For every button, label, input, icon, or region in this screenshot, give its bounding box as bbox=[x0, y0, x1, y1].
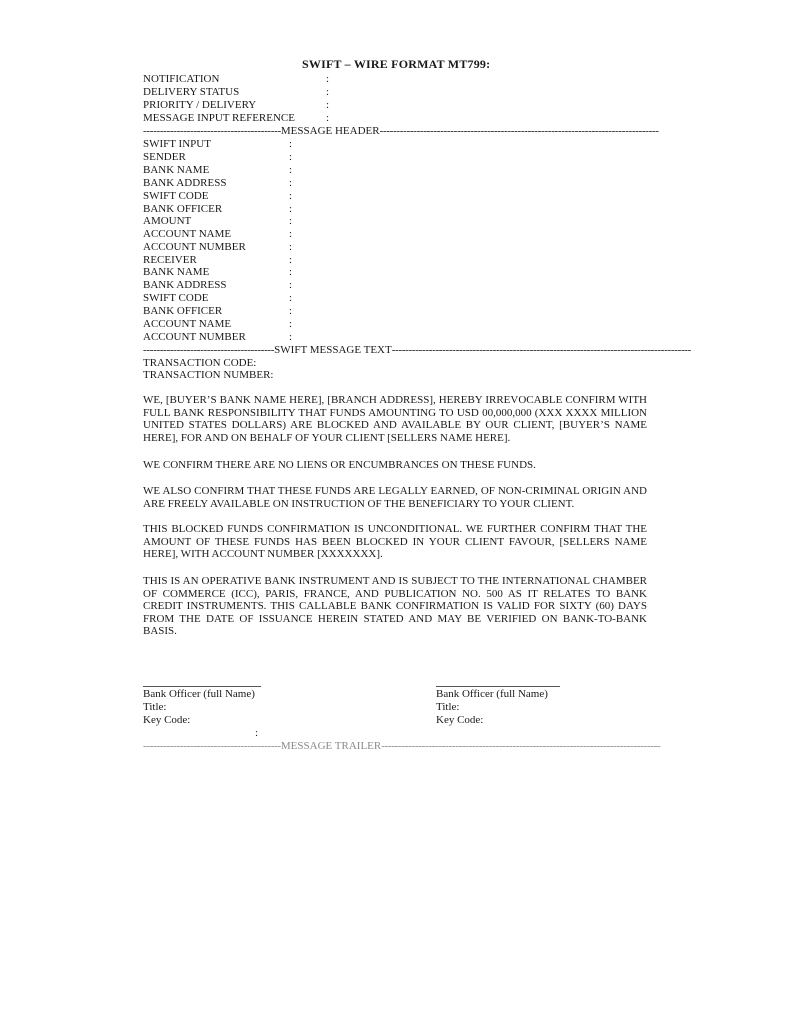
field-sender-bank-officer: BANK OFFICER : bbox=[143, 203, 293, 215]
field-sender-swift-code: SWIFT CODE : bbox=[143, 190, 293, 202]
unconditional-paragraph: THIS BLOCKED FUNDS CONFIRMATION IS UNCONDITIONAL. WE FURTHER CONFIRM THAT THE AMOUNT OF THESE FUNDS HAS BEEN BLOCKED IN YOUR CLIENT FAVOUR, [SELLERS NAME HERE], WITH ACCOUNT NUMBER [XXXXXXX]. bbox=[143, 523, 647, 561]
message-header-separator: -----------------------------------------MESSAGE HEADER----------------------------------------------------------------------------------- bbox=[143, 125, 659, 137]
field-amount: AMOUNT : bbox=[143, 215, 293, 227]
left-officer-key-code: Key Code: bbox=[143, 714, 191, 726]
field-sender-bank-name: BANK NAME : bbox=[143, 164, 293, 176]
field-message-input-reference: MESSAGE INPUT REFERENCE : bbox=[143, 112, 330, 124]
stray-colon: : bbox=[255, 727, 259, 739]
right-signature-line bbox=[436, 686, 560, 687]
field-receiver-swift-code: SWIFT CODE : bbox=[143, 292, 293, 304]
field-notification: NOTIFICATION : bbox=[143, 73, 330, 85]
legally-earned-paragraph: WE ALSO CONFIRM THAT THESE FUNDS ARE LEGALLY EARNED, OF NON-CRIMINAL ORIGIN AND ARE FREELY AVAILABLE ON INSTRUCTION OF THE BENEFICIARY TO YOUR CLIENT. bbox=[143, 485, 647, 510]
field-sender-account-name: ACCOUNT NAME : bbox=[143, 228, 293, 240]
confirmation-paragraph: WE, [BUYER’S BANK NAME HERE], [BRANCH ADDRESS], HEREBY IRREVOCABLE CONFIRM WITH FULL BANK RESPONSIBILITY THAT FUNDS AMOUNTING TO USD 00,000,000 (XXX XXXX MILLION UNITED STATES DOLLARS) ARE BLOCKED AND AVAILABLE BY OUR CLIENT, [BUYER’S NAME HERE], FOR AND ON BEHALF OF YOUR CLIENT [SELLERS NAME HERE]. bbox=[143, 394, 647, 444]
field-priority-delivery: PRIORITY / DELIVERY : bbox=[143, 99, 330, 111]
transaction-code: TRANSACTION CODE: bbox=[143, 357, 257, 369]
field-sender: SENDER : bbox=[143, 151, 293, 163]
field-receiver-account-number: ACCOUNT NUMBER : bbox=[143, 331, 293, 343]
no-liens-paragraph: WE CONFIRM THERE ARE NO LIENS OR ENCUMBRANCES ON THESE FUNDS. bbox=[143, 459, 536, 471]
document-title: SWIFT – WIRE FORMAT MT799: bbox=[302, 57, 491, 71]
right-officer-key-code: Key Code: bbox=[436, 714, 484, 726]
swift-message-text-separator: ---------------------------------------SWIFT MESSAGE TEXT----------------------------------------------------------------------------------------- bbox=[143, 344, 692, 356]
transaction-number: TRANSACTION NUMBER: bbox=[143, 369, 274, 381]
field-delivery-status: DELIVERY STATUS : bbox=[143, 86, 330, 98]
operative-instrument-paragraph: THIS IS AN OPERATIVE BANK INSTRUMENT AND IS SUBJECT TO THE INTERNATIONAL CHAMBER OF COMMERCE (ICC), PARIS, FRANCE, AND PUBLICATION NO. 500 AS IT RELATES TO BANK CREDIT INSTRUMENTS. THIS CALLABLE BANK CONFIRMATION IS VALID FOR SIXTY (60) DAYS FROM THE DATE OF ISSUANCE HEREIN STATED AND MAY BE VERIFIED ON BANK-TO-BANK BASIS. bbox=[143, 575, 647, 638]
field-sender-account-number: ACCOUNT NUMBER : bbox=[143, 241, 293, 253]
left-officer-title: Title: bbox=[143, 701, 167, 713]
field-receiver-bank-officer: BANK OFFICER : bbox=[143, 305, 293, 317]
left-officer-name: Bank Officer (full Name) bbox=[143, 688, 255, 700]
field-receiver: RECEIVER : bbox=[143, 254, 293, 266]
right-officer-name: Bank Officer (full Name) bbox=[436, 688, 548, 700]
field-swift-input: SWIFT INPUT : bbox=[143, 138, 293, 150]
field-receiver-bank-address: BANK ADDRESS : bbox=[143, 279, 293, 291]
left-signature-line bbox=[143, 686, 261, 687]
field-receiver-account-name: ACCOUNT NAME : bbox=[143, 318, 293, 330]
field-receiver-bank-name: BANK NAME : bbox=[143, 266, 293, 278]
right-officer-title: Title: bbox=[436, 701, 460, 713]
message-trailer-separator: -----------------------------------------MESSAGE TRAILER----------------------------------------------------------------------------------- bbox=[143, 740, 661, 752]
field-sender-bank-address: BANK ADDRESS : bbox=[143, 177, 293, 189]
